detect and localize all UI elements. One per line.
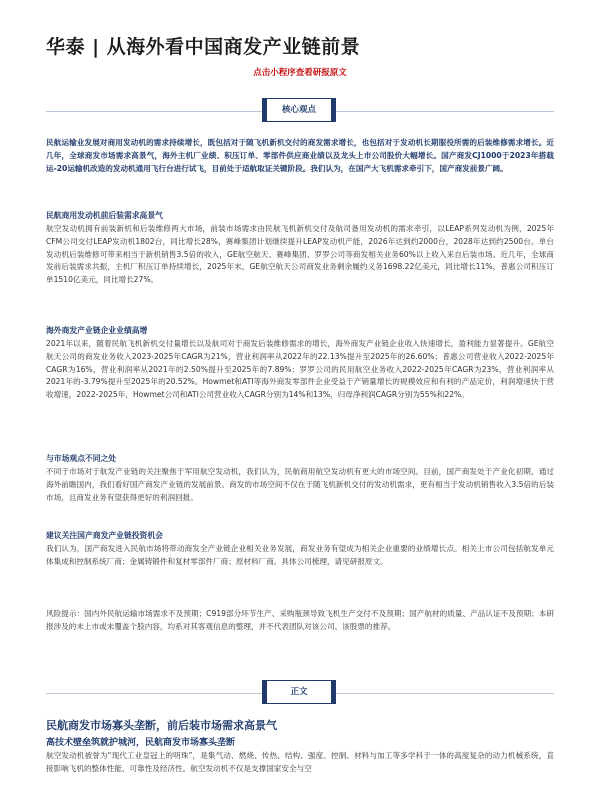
- block-performance: [46, 325, 554, 402]
- risk-text: 风险提示：国内外民航运输市场需求不及预期；C919部分环节生产、采购瓶颈导致飞机生产交付不及预期；国产航材的质量、产品认证不及预期；本研报涉及的未上市或未覆盖个股内容，均系对其客观信息的整理，并不代表团队对该公司、该股票的推荐。: [46, 609, 554, 631]
- divider: [46, 693, 262, 694]
- main-heading: 民航商发市场寡头垄断，前后装市场需求高景气: [46, 719, 277, 732]
- main-body: [46, 717, 554, 776]
- block-heading: 建议关注国产商发产业链投资机会: [46, 531, 163, 540]
- block-investment: [46, 530, 554, 569]
- block-body: 不同于市场对于航发产业链的关注聚焦于军用航空发动机，我们认为，民航商用航空发动机有更大的市场空间。目前，国产商发处于产业化初期，通过海外前瞻国内，我们看好国产商发产业链的发展前景。商发的市场空间不仅在于随飞机新机交付的发动机需求，更有相当于发动机销售收入3.5倍的后装市场，且商发业务有望获得更好的利润回报。: [46, 467, 554, 502]
- block-heading: 与市场观点不同之处: [46, 454, 117, 463]
- mini-program-link[interactable]: 点击小程序查看研报原文: [253, 68, 347, 78]
- core-section-label: 核心观点: [262, 98, 336, 122]
- block-body: 2021年以来，随着民航飞机新机交付量增长以及航司对于商发后装维修需求的增长，海外商发产业链企业收入快速增长，盈利能力显著提升。GE航空航天公司的商发业务收入2023-2025年CAGR为21%，营业利润率从2022年的22.13%提升至2025年的26.60%；普惠公司营业收入2022-2025年CAGR为16%，营业利润率从2021年的2.50%提升至2025年的7.89%；罗罗公司的民用航空业务收入2022-2025年CAGR为23%，营业利润率从2021年的-3.79%提升至2025年的20.52%。Howmet和ATI等海外商发零部件企业受益于产销量增长的规模效应和有利的产品定价，利润增速快于营收增速，2022-2025年，Howmet公司和ATI公司营业收入CAGR分别为14%和13%，归母净利润CAGR分别为55%和22%。: [46, 339, 554, 400]
- core-lead-text: 民航运输业发展对商用发动机的需求持续增长，既包括对于随飞机新机交付的商发需求增长，也包括对于发动机长期服役所需的后装维修需求增长。近几年，全球商发市场需求高景气，海外主机厂业绩、积压订单、零部件供应商业绩以及龙头上市公司股价大幅增长。国产商发CJ1000于2023年搭载运-20运输机改造的发动机通用飞行台进行试飞，目前处于适航取证关键阶段。我们认为，在国产大飞机需求牵引下，国产商发前景广阔。: [46, 138, 554, 173]
- block-demand: [46, 210, 554, 287]
- block-heading: 海外商发产业链企业业绩高增: [46, 326, 148, 335]
- risk-notice: [46, 608, 554, 634]
- main-subheading: 高技术壁垒筑就护城河，民航商发市场寡头垄断: [46, 738, 236, 748]
- core-section-header: [0, 98, 600, 124]
- divider: [336, 693, 554, 694]
- divider: [46, 111, 262, 112]
- main-section-header: [0, 680, 600, 706]
- block-body: 我们认为，国产商发进入民航市场将带动商发全产业链企业相关业务发展，商发业务有望成为相关企业重要的业绩增长点。相关上市公司包括航发单元体集成和控制系统厂商；金属铸锻件和复材零部件厂商；原材料厂商。具体公司梳理，请见研报原文。: [46, 544, 554, 566]
- divider: [336, 111, 554, 112]
- core-lead: [46, 137, 554, 175]
- main-body-text: 航空发动机被誉为“现代工业皇冠上的明珠”，是集气动、燃烧、传热、结构、强度、控制、材料与加工等多学科于一体的高度复杂的动力机械系统，直接影响飞机的整体性能、可靠性及经济性。航空发动机不仅是支撑国家安全与空: [46, 751, 554, 773]
- block-difference: [46, 453, 554, 504]
- page-title: 华泰 | 从海外看中国商发产业链前景: [46, 36, 361, 58]
- block-heading: 民航商用发动机前后装需求高景气: [46, 211, 163, 220]
- main-section-label: 正文: [262, 680, 336, 704]
- block-body: 航空发动机拥有前装新机和后装维修两大市场，前装市场需求由民航飞机新机交付及航司备用发动机的需求牵引，以LEAP系列发动机为例，2025年CFM公司交付LEAP发动机1802台，同比增长28%，赛峰集团计划继续提升LEAP发动机产能，2026年达到约2000台，2028年达到约2500台。单台发动机后装维修可带来相当于新机销售3.5倍的收入，GE航空航天、赛峰集团、罗罗公司等商发相关业务60%以上收入来自后装市场。近几年，全球商发前后装需求共振，主机厂积压订单持续增长，2025年末，GE航空航天公司商发业务剩余履约义务1698.22亿美元，同比增长11%，普惠公司积压订单1510亿美元，同比增长27%。: [46, 224, 554, 285]
